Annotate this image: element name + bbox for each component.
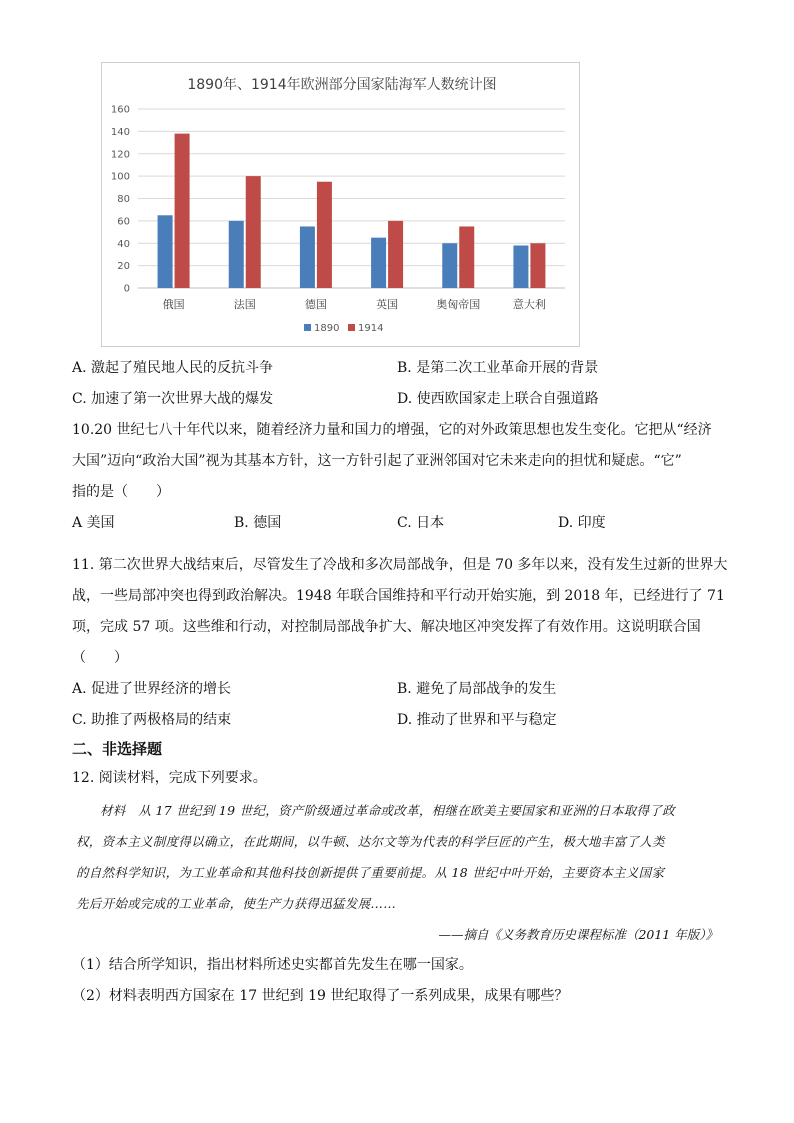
q11-text-line-2: 战，一些局部冲突也得到政治解决。1948 年联合国维持和平行动开始实施，到 2018 年，已经进行了 71 bbox=[72, 588, 725, 604]
bar-1914-2 bbox=[317, 182, 332, 288]
q12-material-line-4: 先后开始或完成的工业革命，使生产力获得迅猛发展…… bbox=[76, 896, 397, 911]
q12-material-line-2: 权，资本主义制度得以确立，在此期间，以牛顿、达尔文等为代表的科学巨匠的产生，极大地丰富了人类 bbox=[76, 834, 665, 849]
q12-source: ——摘自《义务教育历史课程标准（2011 年版）》 bbox=[438, 927, 718, 942]
legend-label-1914: 1914 bbox=[358, 323, 384, 334]
section-heading: 二、非选择题 bbox=[72, 740, 163, 758]
q10-option-b[interactable]: B. 德国 bbox=[234, 515, 282, 531]
y-tick-label-40: 40 bbox=[117, 238, 130, 250]
bar-1890-1 bbox=[229, 221, 244, 288]
q12-intro: 12. 阅读材料，完成下列要求。 bbox=[72, 770, 267, 786]
bar-1890-3 bbox=[371, 238, 386, 288]
x-tick-label-5: 意大利 bbox=[512, 298, 546, 311]
q10-option-a[interactable]: A 美国 bbox=[72, 515, 115, 531]
q10-option-c[interactable]: C. 日本 bbox=[397, 515, 445, 531]
q11-option-c[interactable]: C. 助推了两极格局的结束 bbox=[72, 712, 232, 728]
q11-text-line-3: 项，完成 57 项。这些维和行动，对控制局部战争扩大、解决地区冲突发挥了有效作用。这说明联合国 bbox=[72, 619, 701, 635]
bar-chart bbox=[101, 62, 580, 347]
q12-sub-question-1: （1）结合所学知识，指出材料所述史实都首先发生在哪一国家。 bbox=[72, 957, 473, 973]
y-tick-label-160: 160 bbox=[110, 104, 130, 116]
q12-sub-question-2: （2）材料表明西方国家在 17 世纪到 19 世纪取得了一系列成果，成果有哪些？ bbox=[72, 988, 569, 1004]
y-tick-label-100: 100 bbox=[110, 171, 130, 183]
bar-1914-4 bbox=[459, 226, 474, 288]
x-tick-label-4: 奥匈帝国 bbox=[436, 298, 481, 311]
legend-swatch-1914 bbox=[348, 324, 355, 331]
q12-material-line-3: 的自然科学知识，为工业革命和其他科技创新提供了重要前提。从 18 世纪中叶开始，主要资本主义国家 bbox=[76, 865, 665, 880]
y-tick-label-0: 0 bbox=[123, 283, 130, 295]
bar-1914-3 bbox=[388, 221, 403, 288]
y-tick-label-140: 140 bbox=[110, 126, 130, 138]
q9-option-a[interactable]: A. 激起了殖民地人民的反抗斗争 bbox=[72, 360, 274, 376]
legend bbox=[304, 323, 383, 334]
q11-text-line-1: 11. 第二次世界大战结束后，尽管发生了冷战和多次局部战争，但是 70 多年以来，没有发生过新的世界大 bbox=[72, 557, 728, 573]
legend-swatch-1890 bbox=[304, 324, 311, 331]
x-tick-label-1: 法国 bbox=[233, 298, 256, 311]
bar-1890-0 bbox=[158, 215, 173, 288]
grid-layer bbox=[138, 109, 565, 288]
y-tick-label-120: 120 bbox=[110, 149, 130, 161]
q10-option-d[interactable]: D. 印度 bbox=[558, 515, 606, 531]
chart-svg bbox=[102, 63, 581, 348]
y-tick-label-20: 20 bbox=[117, 261, 130, 273]
bar-1914-1 bbox=[246, 176, 261, 288]
y-tick-label-60: 60 bbox=[117, 216, 130, 228]
q9-option-c[interactable]: C. 加速了第一次世界大战的爆发 bbox=[72, 391, 274, 407]
x-tick-label-0: 俄国 bbox=[162, 298, 185, 311]
bar-1914-0 bbox=[175, 134, 190, 288]
chart-title: 1890年、1914年欧洲部分国家陆海军人数统计图 bbox=[187, 77, 497, 93]
q10-text-line-2: 大国”迈向“政治大国”视为其基本方针，这一方针引起了亚洲邻国对它未来走向的担忧和疑虑。“它” bbox=[72, 453, 682, 469]
bar-1890-2 bbox=[300, 226, 315, 288]
q12-material-line-1: 材料 从 17 世纪到 19 世纪，资产阶级通过革命或改革，相继在欧美主要国家和亚洲的日本取得了政 bbox=[100, 803, 675, 818]
legend-label-1890: 1890 bbox=[314, 323, 340, 334]
y-tick-label-80: 80 bbox=[117, 194, 130, 205]
q10-text-line-1: 10.20 世纪七八十年代以来，随着经济力量和国力的增强，它的对外政策思想也发生变化。它把从“经济 bbox=[72, 422, 712, 438]
q11-option-d[interactable]: D. 推动了世界和平与稳定 bbox=[397, 712, 557, 728]
q11-text-line-4: （ ） bbox=[72, 650, 128, 666]
q10-text-line-3: 指的是（ ） bbox=[72, 484, 170, 500]
q11-option-b[interactable]: B. 避免了局部战争的发生 bbox=[397, 681, 557, 697]
bar-1890-5 bbox=[513, 245, 528, 288]
x-tick-label-2: 德国 bbox=[304, 298, 327, 311]
bar-layer bbox=[158, 134, 546, 288]
x-tick-label-3: 英国 bbox=[376, 298, 399, 311]
q9-option-b[interactable]: B. 是第二次工业革命开展的背景 bbox=[397, 360, 599, 376]
bar-1914-5 bbox=[530, 243, 545, 288]
q11-option-a[interactable]: A. 促进了世界经济的增长 bbox=[72, 681, 232, 697]
q9-option-d[interactable]: D. 使西欧国家走上联合自强道路 bbox=[397, 391, 599, 407]
bar-1890-4 bbox=[442, 243, 457, 288]
